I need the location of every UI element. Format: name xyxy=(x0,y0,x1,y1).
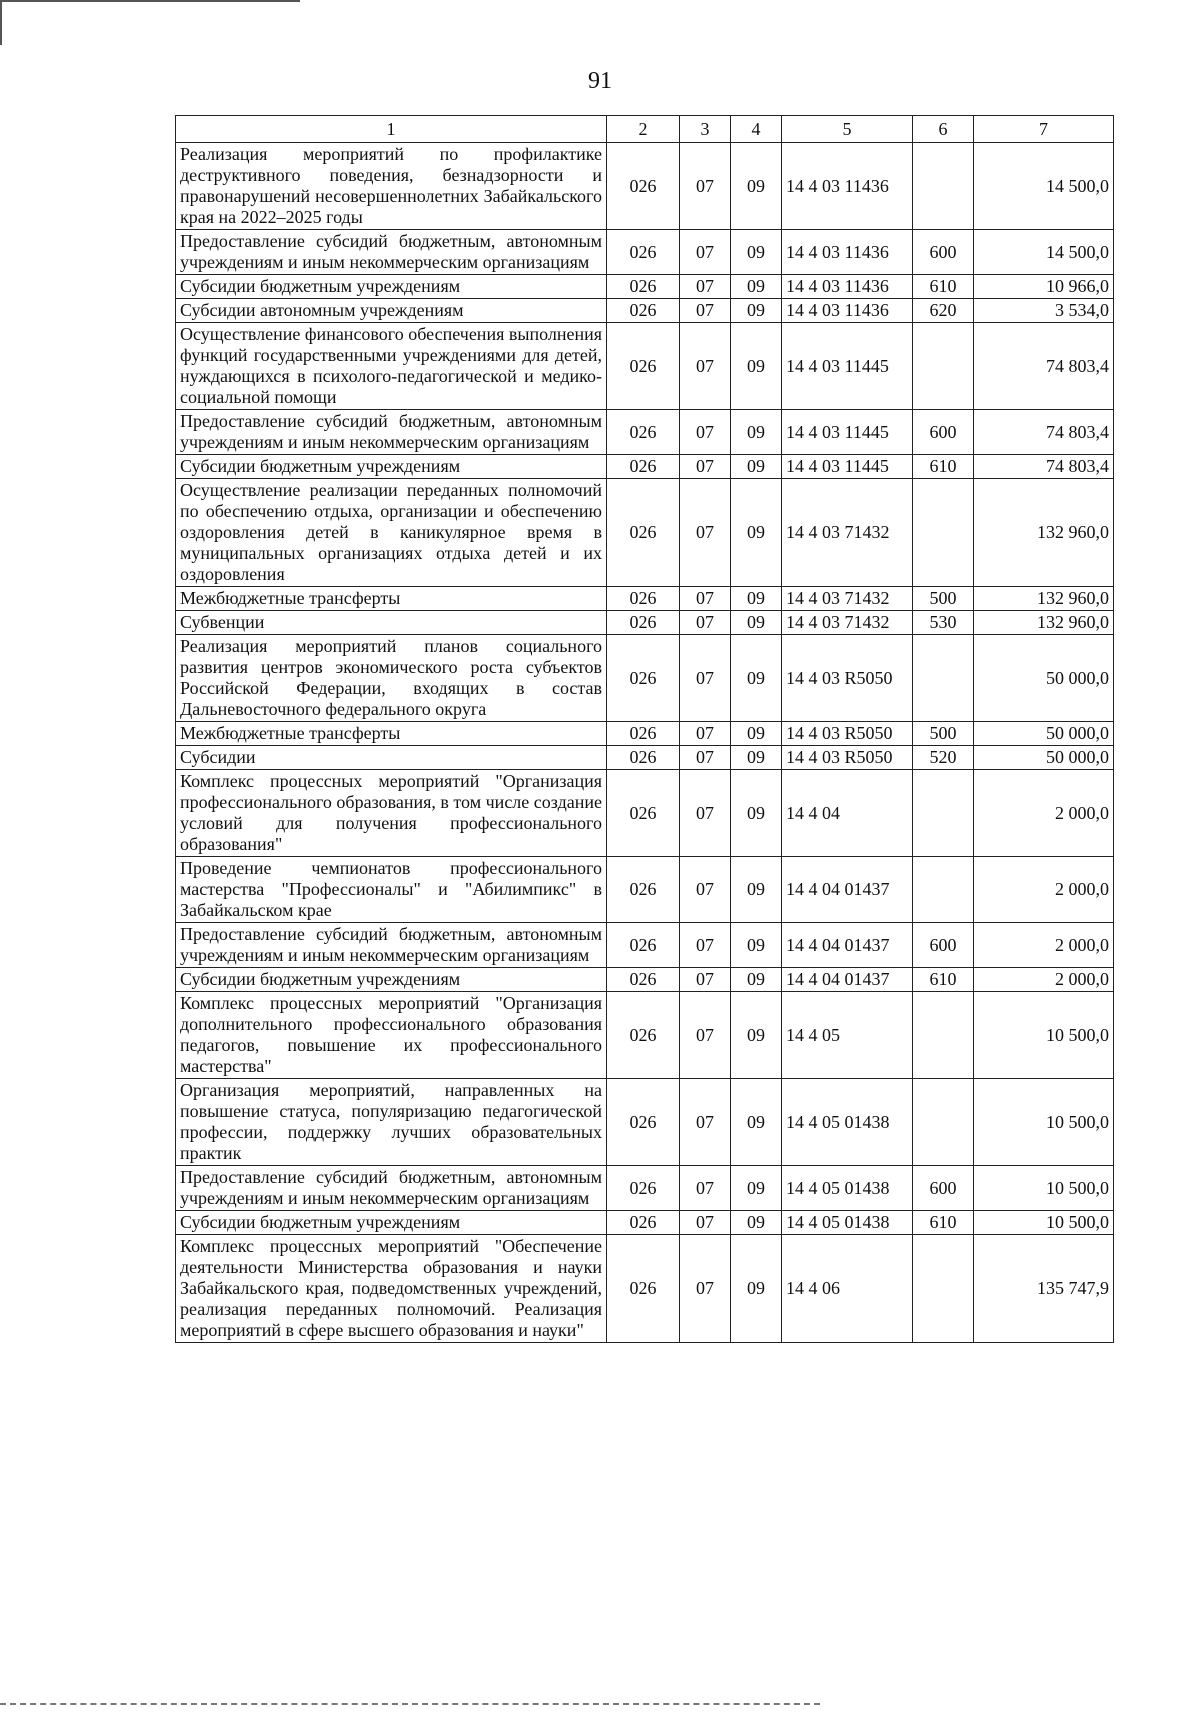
row-amount-cell: 14 500,0 xyxy=(974,143,1114,230)
scan-artifact-top xyxy=(0,0,300,4)
table-row xyxy=(176,722,1114,746)
row-admin-code-cell: 026 xyxy=(607,455,680,479)
row-expense-type-cell xyxy=(913,857,974,923)
row-section-cell: 07 xyxy=(680,992,731,1079)
row-expense-type-cell xyxy=(913,992,974,1079)
row-target-article-cell: 14 4 04 01437 xyxy=(782,923,913,968)
row-expense-type-cell: 610 xyxy=(913,275,974,299)
page-number: 91 xyxy=(588,68,612,94)
row-section-cell: 07 xyxy=(680,1166,731,1211)
row-target-article-cell: 14 4 04 01437 xyxy=(782,857,913,923)
row-target-article-cell: 14 4 03 11445 xyxy=(782,323,913,410)
table-row xyxy=(176,143,1114,230)
table-row xyxy=(176,479,1114,587)
row-section-cell: 07 xyxy=(680,923,731,968)
row-name-cell: Проведение чемпионатов профессионального мастерства "Профессионалы" и "Абилимпикс" в Забайкальском крае xyxy=(176,857,607,923)
row-amount-cell: 50 000,0 xyxy=(974,746,1114,770)
row-target-article-cell: 14 4 04 01437 xyxy=(782,968,913,992)
row-target-article-cell: 14 4 03 11436 xyxy=(782,275,913,299)
row-subsection-cell: 09 xyxy=(731,323,782,410)
row-name-cell: Комплекс процессных мероприятий "Организация профессионального образования, в том числе создание условий для получения профессионального образования" xyxy=(176,770,607,857)
row-section-cell: 07 xyxy=(680,968,731,992)
row-target-article-cell: 14 4 05 xyxy=(782,992,913,1079)
row-name-cell: Субсидии бюджетным учреждениям xyxy=(176,275,607,299)
row-amount-cell: 10 500,0 xyxy=(974,1211,1114,1235)
row-name-cell: Осуществление реализации переданных полномочий по обеспечению отдыха, организации и обеспечению оздоровления детей в каникулярное время в муниципальных организациях отдыха детей и их оздоровления xyxy=(176,479,607,587)
row-admin-code-cell: 026 xyxy=(607,857,680,923)
row-amount-cell: 50 000,0 xyxy=(974,635,1114,722)
column-header-2: 2 xyxy=(607,116,680,143)
row-subsection-cell: 09 xyxy=(731,635,782,722)
row-section-cell: 07 xyxy=(680,143,731,230)
row-name-cell: Осуществление финансового обеспечения выполнения функций государственными учреждениями для детей, нуждающихся в психолого-педагогической и медико-социальной помощи xyxy=(176,323,607,410)
row-expense-type-cell: 520 xyxy=(913,746,974,770)
row-admin-code-cell: 026 xyxy=(607,143,680,230)
row-amount-cell: 10 500,0 xyxy=(974,1166,1114,1211)
table-row xyxy=(176,323,1114,410)
row-amount-cell: 2 000,0 xyxy=(974,923,1114,968)
row-amount-cell: 132 960,0 xyxy=(974,611,1114,635)
row-expense-type-cell: 600 xyxy=(913,410,974,455)
row-section-cell: 07 xyxy=(680,611,731,635)
row-name-cell: Предоставление субсидий бюджетным, автономным учреждениям и иным некоммерческим организациям xyxy=(176,230,607,275)
row-expense-type-cell: 610 xyxy=(913,1211,974,1235)
scan-artifact-edge xyxy=(0,0,2,45)
row-name-cell: Предоставление субсидий бюджетным, автономным учреждениям и иным некоммерческим организациям xyxy=(176,1166,607,1211)
row-subsection-cell: 09 xyxy=(731,299,782,323)
row-admin-code-cell: 026 xyxy=(607,635,680,722)
row-subsection-cell: 09 xyxy=(731,587,782,611)
row-target-article-cell: 14 4 05 01438 xyxy=(782,1211,913,1235)
row-subsection-cell: 09 xyxy=(731,410,782,455)
table-row xyxy=(176,992,1114,1079)
row-amount-cell: 2 000,0 xyxy=(974,968,1114,992)
row-admin-code-cell: 026 xyxy=(607,722,680,746)
row-section-cell: 07 xyxy=(680,1079,731,1166)
row-name-cell: Межбюджетные трансферты xyxy=(176,722,607,746)
row-subsection-cell: 09 xyxy=(731,1166,782,1211)
row-admin-code-cell: 026 xyxy=(607,275,680,299)
row-target-article-cell: 14 4 03 71432 xyxy=(782,611,913,635)
row-expense-type-cell: 500 xyxy=(913,587,974,611)
row-target-article-cell: 14 4 03 R5050 xyxy=(782,635,913,722)
table-row xyxy=(176,857,1114,923)
row-admin-code-cell: 026 xyxy=(607,1211,680,1235)
table-row xyxy=(176,923,1114,968)
row-admin-code-cell: 026 xyxy=(607,1235,680,1343)
row-amount-cell: 132 960,0 xyxy=(974,479,1114,587)
row-name-cell: Предоставление субсидий бюджетным, автономным учреждениям и иным некоммерческим организациям xyxy=(176,923,607,968)
row-subsection-cell: 09 xyxy=(731,275,782,299)
row-subsection-cell: 09 xyxy=(731,230,782,275)
row-admin-code-cell: 026 xyxy=(607,611,680,635)
row-subsection-cell: 09 xyxy=(731,611,782,635)
row-subsection-cell: 09 xyxy=(731,1235,782,1343)
row-name-cell: Субсидии xyxy=(176,746,607,770)
column-header-5: 5 xyxy=(782,116,913,143)
table-row xyxy=(176,1235,1114,1343)
table-row xyxy=(176,1166,1114,1211)
column-header-1: 1 xyxy=(176,116,607,143)
row-subsection-cell: 09 xyxy=(731,722,782,746)
table-row xyxy=(176,611,1114,635)
row-amount-cell: 132 960,0 xyxy=(974,587,1114,611)
row-amount-cell: 74 803,4 xyxy=(974,410,1114,455)
row-subsection-cell: 09 xyxy=(731,857,782,923)
row-subsection-cell: 09 xyxy=(731,770,782,857)
table-row xyxy=(176,299,1114,323)
row-admin-code-cell: 026 xyxy=(607,770,680,857)
row-amount-cell: 10 966,0 xyxy=(974,275,1114,299)
table-row xyxy=(176,635,1114,722)
row-name-cell: Реализация мероприятий по профилактике деструктивного поведения, безнадзорности и правонарушений несовершеннолетних Забайкальского края на 2022–2025 годы xyxy=(176,143,607,230)
row-amount-cell: 10 500,0 xyxy=(974,1079,1114,1166)
row-section-cell: 07 xyxy=(680,746,731,770)
row-name-cell: Организация мероприятий, направленных на повышение статуса, популяризацию педагогической профессии, поддержку лучших образовательных практик xyxy=(176,1079,607,1166)
row-amount-cell: 2 000,0 xyxy=(974,770,1114,857)
row-expense-type-cell: 600 xyxy=(913,230,974,275)
row-section-cell: 07 xyxy=(680,635,731,722)
row-name-cell: Субсидии автономным учреждениям xyxy=(176,299,607,323)
row-target-article-cell: 14 4 03 71432 xyxy=(782,479,913,587)
row-target-article-cell: 14 4 03 71432 xyxy=(782,587,913,611)
row-section-cell: 07 xyxy=(680,455,731,479)
row-admin-code-cell: 026 xyxy=(607,746,680,770)
row-name-cell: Субсидии бюджетным учреждениям xyxy=(176,968,607,992)
row-expense-type-cell: 600 xyxy=(913,923,974,968)
row-amount-cell: 2 000,0 xyxy=(974,857,1114,923)
row-expense-type-cell xyxy=(913,323,974,410)
row-subsection-cell: 09 xyxy=(731,923,782,968)
row-name-cell: Комплекс процессных мероприятий "Обеспечение деятельности Министерства образования и науки Забайкальского края, подведомственных учреждений, реализация переданных полномочий. Реализация мероприятий в сфере высшего образования и науки" xyxy=(176,1235,607,1343)
table-row xyxy=(176,770,1114,857)
row-amount-cell: 50 000,0 xyxy=(974,722,1114,746)
row-subsection-cell: 09 xyxy=(731,992,782,1079)
row-target-article-cell: 14 4 06 xyxy=(782,1235,913,1343)
row-section-cell: 07 xyxy=(680,1235,731,1343)
row-admin-code-cell: 026 xyxy=(607,923,680,968)
column-header-7: 7 xyxy=(974,116,1114,143)
table-row xyxy=(176,410,1114,455)
row-expense-type-cell: 500 xyxy=(913,722,974,746)
table-body xyxy=(176,143,1114,1343)
row-section-cell: 07 xyxy=(680,770,731,857)
row-subsection-cell: 09 xyxy=(731,479,782,587)
table-header-row xyxy=(176,116,1114,143)
row-subsection-cell: 09 xyxy=(731,143,782,230)
row-target-article-cell: 14 4 03 R5050 xyxy=(782,746,913,770)
row-expense-type-cell xyxy=(913,1079,974,1166)
row-expense-type-cell: 610 xyxy=(913,455,974,479)
row-name-cell: Субсидии бюджетным учреждениям xyxy=(176,455,607,479)
row-expense-type-cell: 610 xyxy=(913,968,974,992)
row-amount-cell: 74 803,4 xyxy=(974,455,1114,479)
row-expense-type-cell xyxy=(913,635,974,722)
row-admin-code-cell: 026 xyxy=(607,479,680,587)
table-row xyxy=(176,587,1114,611)
column-header-3: 3 xyxy=(680,116,731,143)
row-target-article-cell: 14 4 05 01438 xyxy=(782,1166,913,1211)
table-row xyxy=(176,746,1114,770)
row-section-cell: 07 xyxy=(680,587,731,611)
row-name-cell: Предоставление субсидий бюджетным, автономным учреждениям и иным некоммерческим организациям xyxy=(176,410,607,455)
row-subsection-cell: 09 xyxy=(731,1211,782,1235)
row-name-cell: Реализация мероприятий планов социального развития центров экономического роста субъектов Российской Федерации, входящих в состав Дальневосточного федерального округа xyxy=(176,635,607,722)
row-admin-code-cell: 026 xyxy=(607,1079,680,1166)
row-section-cell: 07 xyxy=(680,857,731,923)
row-subsection-cell: 09 xyxy=(731,1079,782,1166)
row-admin-code-cell: 026 xyxy=(607,410,680,455)
row-admin-code-cell: 026 xyxy=(607,323,680,410)
row-admin-code-cell: 026 xyxy=(607,230,680,275)
row-admin-code-cell: 026 xyxy=(607,299,680,323)
row-section-cell: 07 xyxy=(680,479,731,587)
row-expense-type-cell xyxy=(913,1235,974,1343)
row-target-article-cell: 14 4 03 11445 xyxy=(782,455,913,479)
row-amount-cell: 10 500,0 xyxy=(974,992,1114,1079)
row-name-cell: Субвенции xyxy=(176,611,607,635)
row-admin-code-cell: 026 xyxy=(607,587,680,611)
row-target-article-cell: 14 4 03 11436 xyxy=(782,230,913,275)
row-expense-type-cell xyxy=(913,479,974,587)
table-row xyxy=(176,230,1114,275)
row-expense-type-cell xyxy=(913,770,974,857)
table-row xyxy=(176,455,1114,479)
row-subsection-cell: 09 xyxy=(731,455,782,479)
row-section-cell: 07 xyxy=(680,230,731,275)
row-section-cell: 07 xyxy=(680,410,731,455)
row-section-cell: 07 xyxy=(680,1211,731,1235)
row-expense-type-cell: 620 xyxy=(913,299,974,323)
row-amount-cell: 135 747,9 xyxy=(974,1235,1114,1343)
row-amount-cell: 74 803,4 xyxy=(974,323,1114,410)
scan-artifact-bottom xyxy=(0,1703,820,1705)
column-header-6: 6 xyxy=(913,116,974,143)
row-target-article-cell: 14 4 03 11445 xyxy=(782,410,913,455)
row-expense-type-cell xyxy=(913,143,974,230)
row-expense-type-cell: 530 xyxy=(913,611,974,635)
row-section-cell: 07 xyxy=(680,299,731,323)
row-amount-cell: 3 534,0 xyxy=(974,299,1114,323)
column-header-4: 4 xyxy=(731,116,782,143)
row-section-cell: 07 xyxy=(680,275,731,299)
row-subsection-cell: 09 xyxy=(731,746,782,770)
row-name-cell: Субсидии бюджетным учреждениям xyxy=(176,1211,607,1235)
table-row xyxy=(176,275,1114,299)
row-expense-type-cell: 600 xyxy=(913,1166,974,1211)
row-name-cell: Межбюджетные трансферты xyxy=(176,587,607,611)
row-admin-code-cell: 026 xyxy=(607,992,680,1079)
row-amount-cell: 14 500,0 xyxy=(974,230,1114,275)
row-name-cell: Комплекс процессных мероприятий "Организация дополнительного профессионального образования педагогов, повышение их профессионального мастерства" xyxy=(176,992,607,1079)
row-admin-code-cell: 026 xyxy=(607,1166,680,1211)
table-row xyxy=(176,1079,1114,1166)
row-subsection-cell: 09 xyxy=(731,968,782,992)
row-target-article-cell: 14 4 03 11436 xyxy=(782,143,913,230)
table-row xyxy=(176,968,1114,992)
table-row xyxy=(176,1211,1114,1235)
row-target-article-cell: 14 4 03 R5050 xyxy=(782,722,913,746)
row-section-cell: 07 xyxy=(680,323,731,410)
row-section-cell: 07 xyxy=(680,722,731,746)
row-target-article-cell: 14 4 05 01438 xyxy=(782,1079,913,1166)
budget-table xyxy=(175,115,1114,1343)
row-target-article-cell: 14 4 04 xyxy=(782,770,913,857)
row-target-article-cell: 14 4 03 11436 xyxy=(782,299,913,323)
row-admin-code-cell: 026 xyxy=(607,968,680,992)
